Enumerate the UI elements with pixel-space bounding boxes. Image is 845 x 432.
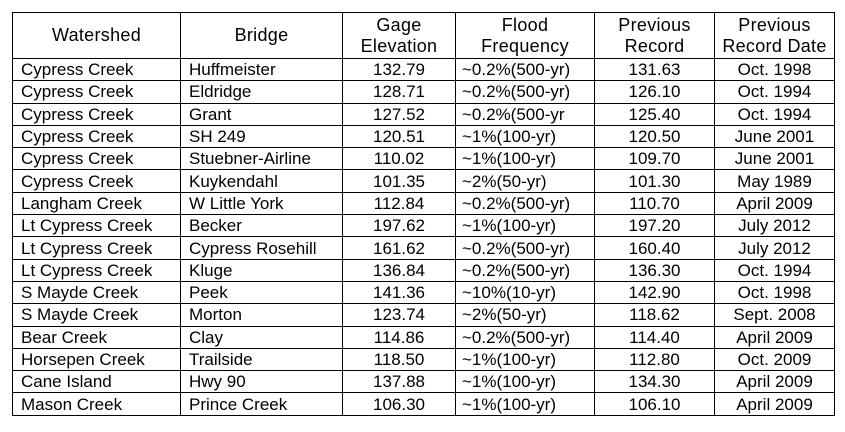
previous-record-cell: 110.70 (595, 192, 715, 214)
previous-record-date-cell: June 2001 (715, 148, 835, 170)
bridge-cell: Kluge (181, 259, 343, 281)
gage-elevation-cell: 106.30 (343, 393, 456, 415)
watershed-cell: Cypress Creek (13, 103, 181, 125)
header-line: Record Date (722, 35, 827, 56)
previous-record-cell: 136.30 (595, 259, 715, 281)
gage-elevation-cell: 137.88 (343, 371, 456, 393)
watershed-cell: Horsepen Creek (13, 348, 181, 370)
previous-record-date-cell: April 2009 (715, 371, 835, 393)
header-line: Watershed (51, 25, 142, 45)
header-line: Flood (501, 14, 549, 35)
gage-elevation-cell: 161.62 (343, 237, 456, 259)
gage-elevation-cell: 141.36 (343, 281, 456, 303)
table-row (13, 103, 835, 125)
previous-record-date-cell: Oct. 1994 (715, 259, 835, 281)
bridge-cell: Becker (181, 215, 343, 237)
bridge-cell: Morton (181, 304, 343, 326)
gage-elevation-cell: 120.51 (343, 125, 456, 147)
table-row (13, 326, 835, 348)
flood-frequency-cell: ~0.2%(500-yr (456, 103, 595, 125)
flood-frequency-cell: ~0.2%(500-yr) (456, 259, 595, 281)
previous-record-cell: 134.30 (595, 371, 715, 393)
previous-record-cell: 114.40 (595, 326, 715, 348)
flood-frequency-cell: ~1%(100-yr) (456, 215, 595, 237)
bridge-cell: Stuebner-Airline (181, 148, 343, 170)
table-row (13, 215, 835, 237)
header-line: Bridge (234, 25, 289, 45)
header-watershed (13, 13, 181, 59)
previous-record-date-cell: July 2012 (715, 215, 835, 237)
gage-elevation-cell: 197.62 (343, 215, 456, 237)
flood-frequency-cell: ~2%(50-yr) (456, 170, 595, 192)
bridge-cell: Peek (181, 281, 343, 303)
previous-record-cell: 126.10 (595, 81, 715, 103)
watershed-cell: Cypress Creek (13, 125, 181, 147)
gage-elevation-cell: 123.74 (343, 304, 456, 326)
table-row (13, 259, 835, 281)
flood-frequency-cell: ~2%(50-yr) (456, 304, 595, 326)
gage-elevation-cell: 112.84 (343, 192, 456, 214)
gage-elevation-cell: 110.02 (343, 148, 456, 170)
header-previous-record-date (715, 13, 835, 59)
bridge-cell: Grant (181, 103, 343, 125)
gage-elevation-cell: 127.52 (343, 103, 456, 125)
watershed-cell: Cypress Creek (13, 59, 181, 81)
flood-frequency-cell: ~10%(10-yr) (456, 281, 595, 303)
table-row (13, 237, 835, 259)
header-line: Frequency (481, 35, 569, 56)
bridge-cell: Trailside (181, 348, 343, 370)
previous-record-date-cell: Oct. 1994 (715, 81, 835, 103)
table-row (13, 125, 835, 147)
table-row (13, 348, 835, 370)
previous-record-date-cell: June 2001 (715, 125, 835, 147)
gage-elevation-cell: 101.35 (343, 170, 456, 192)
previous-record-cell: 131.63 (595, 59, 715, 81)
header-previous-record (595, 13, 715, 59)
previous-record-date-cell: April 2009 (715, 393, 835, 415)
previous-record-date-cell: Oct. 1998 (715, 59, 835, 81)
previous-record-cell: 101.30 (595, 170, 715, 192)
flood-frequency-cell: ~0.2%(500-yr) (456, 81, 595, 103)
table-row (13, 393, 835, 415)
bridge-cell: Eldridge (181, 81, 343, 103)
header-line: Gage (376, 14, 422, 35)
previous-record-date-cell: Oct. 1994 (715, 103, 835, 125)
gage-elevation-cell: 136.84 (343, 259, 456, 281)
gage-elevation-cell: 118.50 (343, 348, 456, 370)
header-line: Record (624, 35, 685, 56)
bridge-cell: Kuykendahl (181, 170, 343, 192)
previous-record-date-cell: April 2009 (715, 192, 835, 214)
previous-record-date-cell: May 1989 (715, 170, 835, 192)
watershed-cell: Cypress Creek (13, 148, 181, 170)
previous-record-cell: 125.40 (595, 103, 715, 125)
flood-frequency-cell: ~1%(100-yr) (456, 393, 595, 415)
bridge-cell: W Little York (181, 192, 343, 214)
previous-record-cell: 142.90 (595, 281, 715, 303)
gage-elevation-cell: 132.79 (343, 59, 456, 81)
bridge-cell: Clay (181, 326, 343, 348)
flood-frequency-cell: ~0.2%(500-yr) (456, 237, 595, 259)
watershed-cell: S Mayde Creek (13, 304, 181, 326)
table-row (13, 281, 835, 303)
table-row (13, 192, 835, 214)
gage-elevation-cell: 128.71 (343, 81, 456, 103)
previous-record-cell: 118.62 (595, 304, 715, 326)
bridge-cell: Huffmeister (181, 59, 343, 81)
previous-record-date-cell: Oct. 2009 (715, 348, 835, 370)
flood-frequency-cell: ~0.2%(500-yr) (456, 192, 595, 214)
previous-record-date-cell: Sept. 2008 (715, 304, 835, 326)
previous-record-cell: 197.20 (595, 215, 715, 237)
flood-records-table (12, 12, 835, 416)
gage-elevation-cell: 114.86 (343, 326, 456, 348)
flood-frequency-cell: ~1%(100-yr) (456, 148, 595, 170)
watershed-cell: Bear Creek (13, 326, 181, 348)
table-row (13, 148, 835, 170)
flood-frequency-cell: ~1%(100-yr) (456, 348, 595, 370)
watershed-cell: Mason Creek (13, 393, 181, 415)
header-row (13, 13, 835, 59)
bridge-cell: SH 249 (181, 125, 343, 147)
header-line: Previous (738, 14, 811, 35)
table-row (13, 170, 835, 192)
flood-frequency-cell: ~1%(100-yr) (456, 125, 595, 147)
watershed-cell: Cypress Creek (13, 81, 181, 103)
header-gage-elevation (343, 13, 456, 59)
previous-record-date-cell: Oct. 1998 (715, 281, 835, 303)
table-body (13, 59, 835, 416)
flood-frequency-cell: ~0.2%(500-yr) (456, 59, 595, 81)
previous-record-cell: 106.10 (595, 393, 715, 415)
previous-record-cell: 109.70 (595, 148, 715, 170)
header-bridge (181, 13, 343, 59)
watershed-cell: Cypress Creek (13, 170, 181, 192)
table-row (13, 81, 835, 103)
header-line: Previous (618, 14, 691, 35)
flood-frequency-cell: ~0.2%(500-yr) (456, 326, 595, 348)
watershed-cell: Cane Island (13, 371, 181, 393)
watershed-cell: Lt Cypress Creek (13, 259, 181, 281)
previous-record-cell: 112.80 (595, 348, 715, 370)
watershed-cell: Langham Creek (13, 192, 181, 214)
watershed-cell: Lt Cypress Creek (13, 215, 181, 237)
table-header (13, 13, 835, 59)
bridge-cell: Hwy 90 (181, 371, 343, 393)
table-row (13, 59, 835, 81)
flood-frequency-cell: ~1%(100-yr) (456, 371, 595, 393)
table-row (13, 371, 835, 393)
watershed-cell: S Mayde Creek (13, 281, 181, 303)
previous-record-date-cell: July 2012 (715, 237, 835, 259)
header-line: Elevation (360, 35, 438, 56)
previous-record-cell: 160.40 (595, 237, 715, 259)
bridge-cell: Prince Creek (181, 393, 343, 415)
previous-record-cell: 120.50 (595, 125, 715, 147)
previous-record-date-cell: April 2009 (715, 326, 835, 348)
bridge-cell: Cypress Rosehill (181, 237, 343, 259)
table-row (13, 304, 835, 326)
watershed-cell: Lt Cypress Creek (13, 237, 181, 259)
header-flood-frequency (456, 13, 595, 59)
